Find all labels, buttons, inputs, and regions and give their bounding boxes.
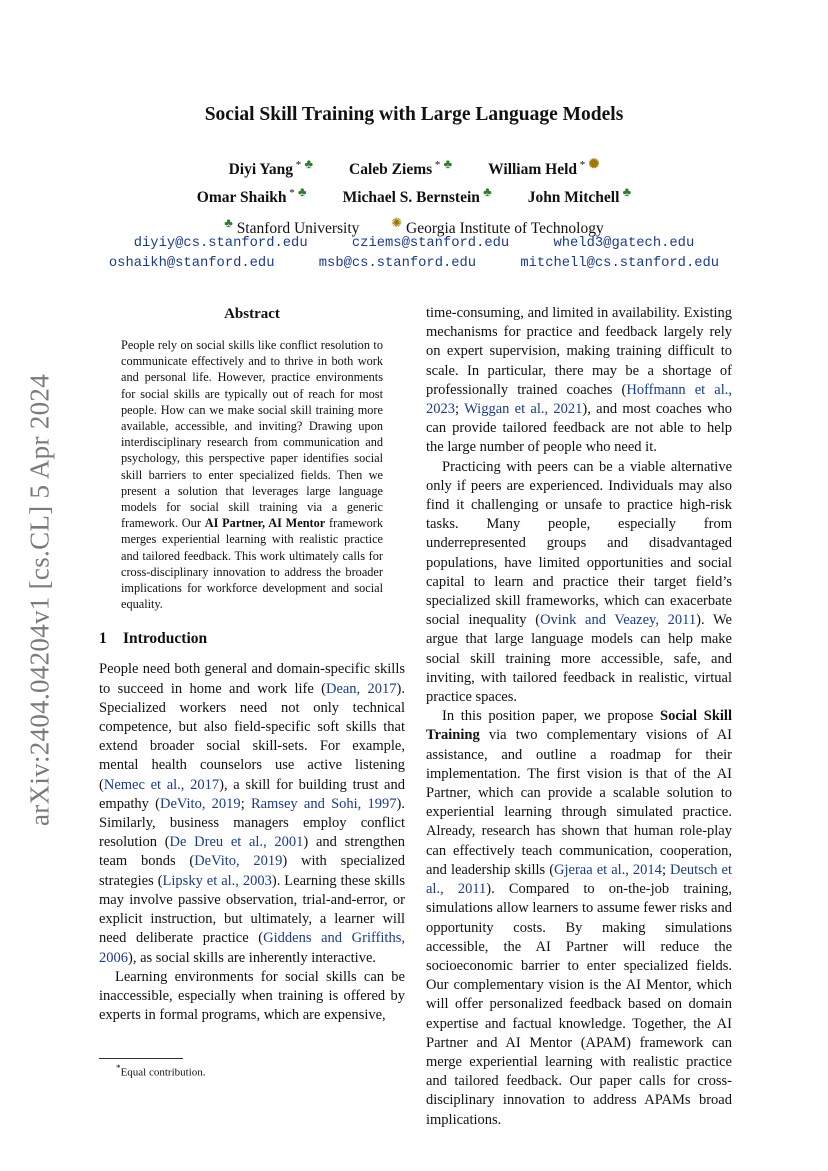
intro-paragraph-2: Learning environments for social skills can be inaccessible, especially when training is offered by experts in formal programs, which are expensive, [99,968,405,1024]
citation-link[interactable]: Ovink and Veazey, 2011 [540,612,697,629]
right-paragraph-2: Practicing with peers can be a viable alternative only if peers are experienced. Individuals may also find it challenging or unsafe to practice high-risk tasks. Many people, especially from underrepresented groups and disadvantaged populations, have limited opportunities and social capital to learn and practice their target field’s specialized skill frameworks, which can exacerbate social inequality (Ovink and Veazey, 2011). We argue that large language models can help make social skill training more accessible, safe, and inviting, with tailored feedback in realistic, virtual practice spaces. [426,458,732,706]
right-column [426,304,732,1130]
citation-link[interactable]: DeVito, 2019 [160,795,241,812]
arxiv-identifier: arXiv:2404.04204v1 [cs.CL] 5 Apr 2024 [24,373,55,827]
equal-contribution-mark: * [577,159,586,171]
left-column [99,306,405,1025]
intro-paragraph-1: People need both general and domain-specific skills to succeed in home and work life (Dean, 2017). Specialized workers need not only technical competence, but also field-specific soft skills that extend broader social skill-sets. For example, mental health counselors use active listening (Nemec et al., 2017), a skill for building trust and empathy (DeVito, 2019; Ramsey and Sohi, 1997). Similarly, business managers employ conflict resolution (De Dreu et al., 2001) and strengthen team bonds (DeVito, 2019) with specialized strategies (Lipsky et al., 2003). Learning these skills may involve passive observation, trial-and-error, or explicit instruction, but ultimately, a learner will need deliberate practice (Giddens and Griffiths, 2006), as social skills are inherently interactive. [99,661,406,966]
author [528,184,632,207]
tree-icon: ♣ [224,215,233,230]
section-heading: 1 Introduction [99,630,208,648]
citation-link[interactable]: Hoffmann et al., 2023 [426,381,732,418]
equal-contribution-mark: * [432,159,441,171]
tree-icon: ♣ [440,156,453,171]
author-row-2 [0,184,828,207]
tree-icon: ♣ [301,156,314,171]
equal-contribution-mark: * [286,187,295,199]
tree-icon: ♣ [479,184,492,199]
affiliation-georgia-tech: ✺ Georgia Institute of Technology [391,215,604,238]
citation-link[interactable]: Lipsky et al., 2003 [162,872,272,889]
email-link[interactable]: mitchell@cs.stanford.edu [520,256,720,271]
affiliations [0,215,828,238]
author [349,156,452,179]
citation-link[interactable]: Ramsey and Sohi, 1997 [250,795,397,812]
citation-link[interactable]: Deutsch et al., 2011 [426,861,733,898]
paper-title: Social Skill Training with Large Language Models [204,104,624,125]
citation-link[interactable]: Giddens and Griffiths, 2006 [99,930,405,966]
citation-link[interactable]: Wiggan et al., 2021 [464,401,583,418]
bee-icon: ✺ [391,215,403,230]
tree-icon: ♣ [294,184,307,199]
citation-link[interactable]: Gjeraa et al., 2014 [554,861,662,878]
citation-link[interactable]: Nemec et al., 2017 [103,776,220,793]
author-name: John Mitchell [527,189,620,207]
author-name: Michael S. Bernstein [342,189,480,207]
tree-icon: ♣ [619,184,632,199]
author-name: Caleb Ziems [349,161,433,179]
email-row-2 [0,256,828,271]
footnote-divider [99,1058,183,1059]
affiliation-stanford: ♣ Stanford University [224,215,360,238]
bold-term: Social Skill Training [426,708,732,744]
author-name: Omar Shaikh [196,189,287,207]
email-row-1 [0,236,828,251]
email-link[interactable]: wheld3@gatech.edu [553,236,695,251]
citation-link[interactable]: DeVito, 2019 [194,853,283,870]
email-link[interactable]: diyiy@cs.stanford.edu [133,236,308,251]
author-row-1 [0,156,828,179]
email-link[interactable]: msb@cs.stanford.edu [318,256,477,271]
author [343,184,492,207]
author-name: William Held [488,161,578,179]
author [229,156,313,179]
email-link[interactable]: oshaikh@stanford.edu [108,256,275,271]
author [488,156,599,179]
abstract-text: People rely on social skills like conflict resolution to communicate effectively and to thrive in both work and personal life. However, practice environments for social skills are typically out of reach for most people. How can we make social skill training more available, accessible, and inviting? Drawing upon interdisciplinary research from communication and psychology, this perspective paper identifies social skill barriers to enter specialized fields. Then we present a solution that leverages large language models for social skill training via a generic framework. Our AI Partner, AI Mentor framework merges experiential learning with realistic practice and tailored feedback. This work ultimately calls for cross-disciplinary innovation to address the broader implications for workforce development and social equality. [121,338,383,612]
citation-link[interactable]: Dean, 2017 [325,680,397,697]
citation-link[interactable]: De Dreu et al., 2001 [169,834,304,851]
footnote: *Equal contribution. [116,1063,206,1079]
abstract-heading: Abstract [224,306,280,322]
author-name: Diyi Yang [228,161,294,179]
right-paragraph-1: time-consuming, and limited in availability. Existing mechanisms for practice and feedback largely rely on expert supervision, making training difficult to scale. In particular, there may be a shortage of professionally trained coaches (Hoffmann et al., 2023; Wiggan et al., 2021), and most coaches who can provide tailored feedback are not able to help the large number of people who need it. [426,305,733,456]
framework-name: AI Partner, AI Mentor [204,516,326,531]
email-link[interactable]: cziems@stanford.edu [351,236,510,251]
author [197,184,307,207]
equal-contribution-mark: * [293,159,302,171]
right-paragraph-3: In this position paper, we propose Social Skill Training via two complementary visions of AI assistance, and outline a roadmap for their implementation. The first vision is that of the AI Partner, which can provide a scalable solution to experiential learning through simulated practice. Already, research has shown that human role-play can effectively teach communication, cooperation, and leadership skills (Gjeraa et al., 2014; Deutsch et al., 2011). Compared to on-the-job training, simulations allow learners to assume fewer risks and opportunity costs. By making simulations accessible, the AI Partner will reduce the socioeconomic barrier to enter specialized fields. Our complementary vision is the AI Mentor, which will offer personalized feedback based on domain expertise and factual knowledge. Together, the AI Partner and AI Mentor (APAM) framework can merge experiential learning with realistic practice and tailored feedback. Our paper calls for cross-disciplinary innovation to address APAMs broad implications. [426,708,733,1128]
bee-icon: ✺ [585,156,600,171]
